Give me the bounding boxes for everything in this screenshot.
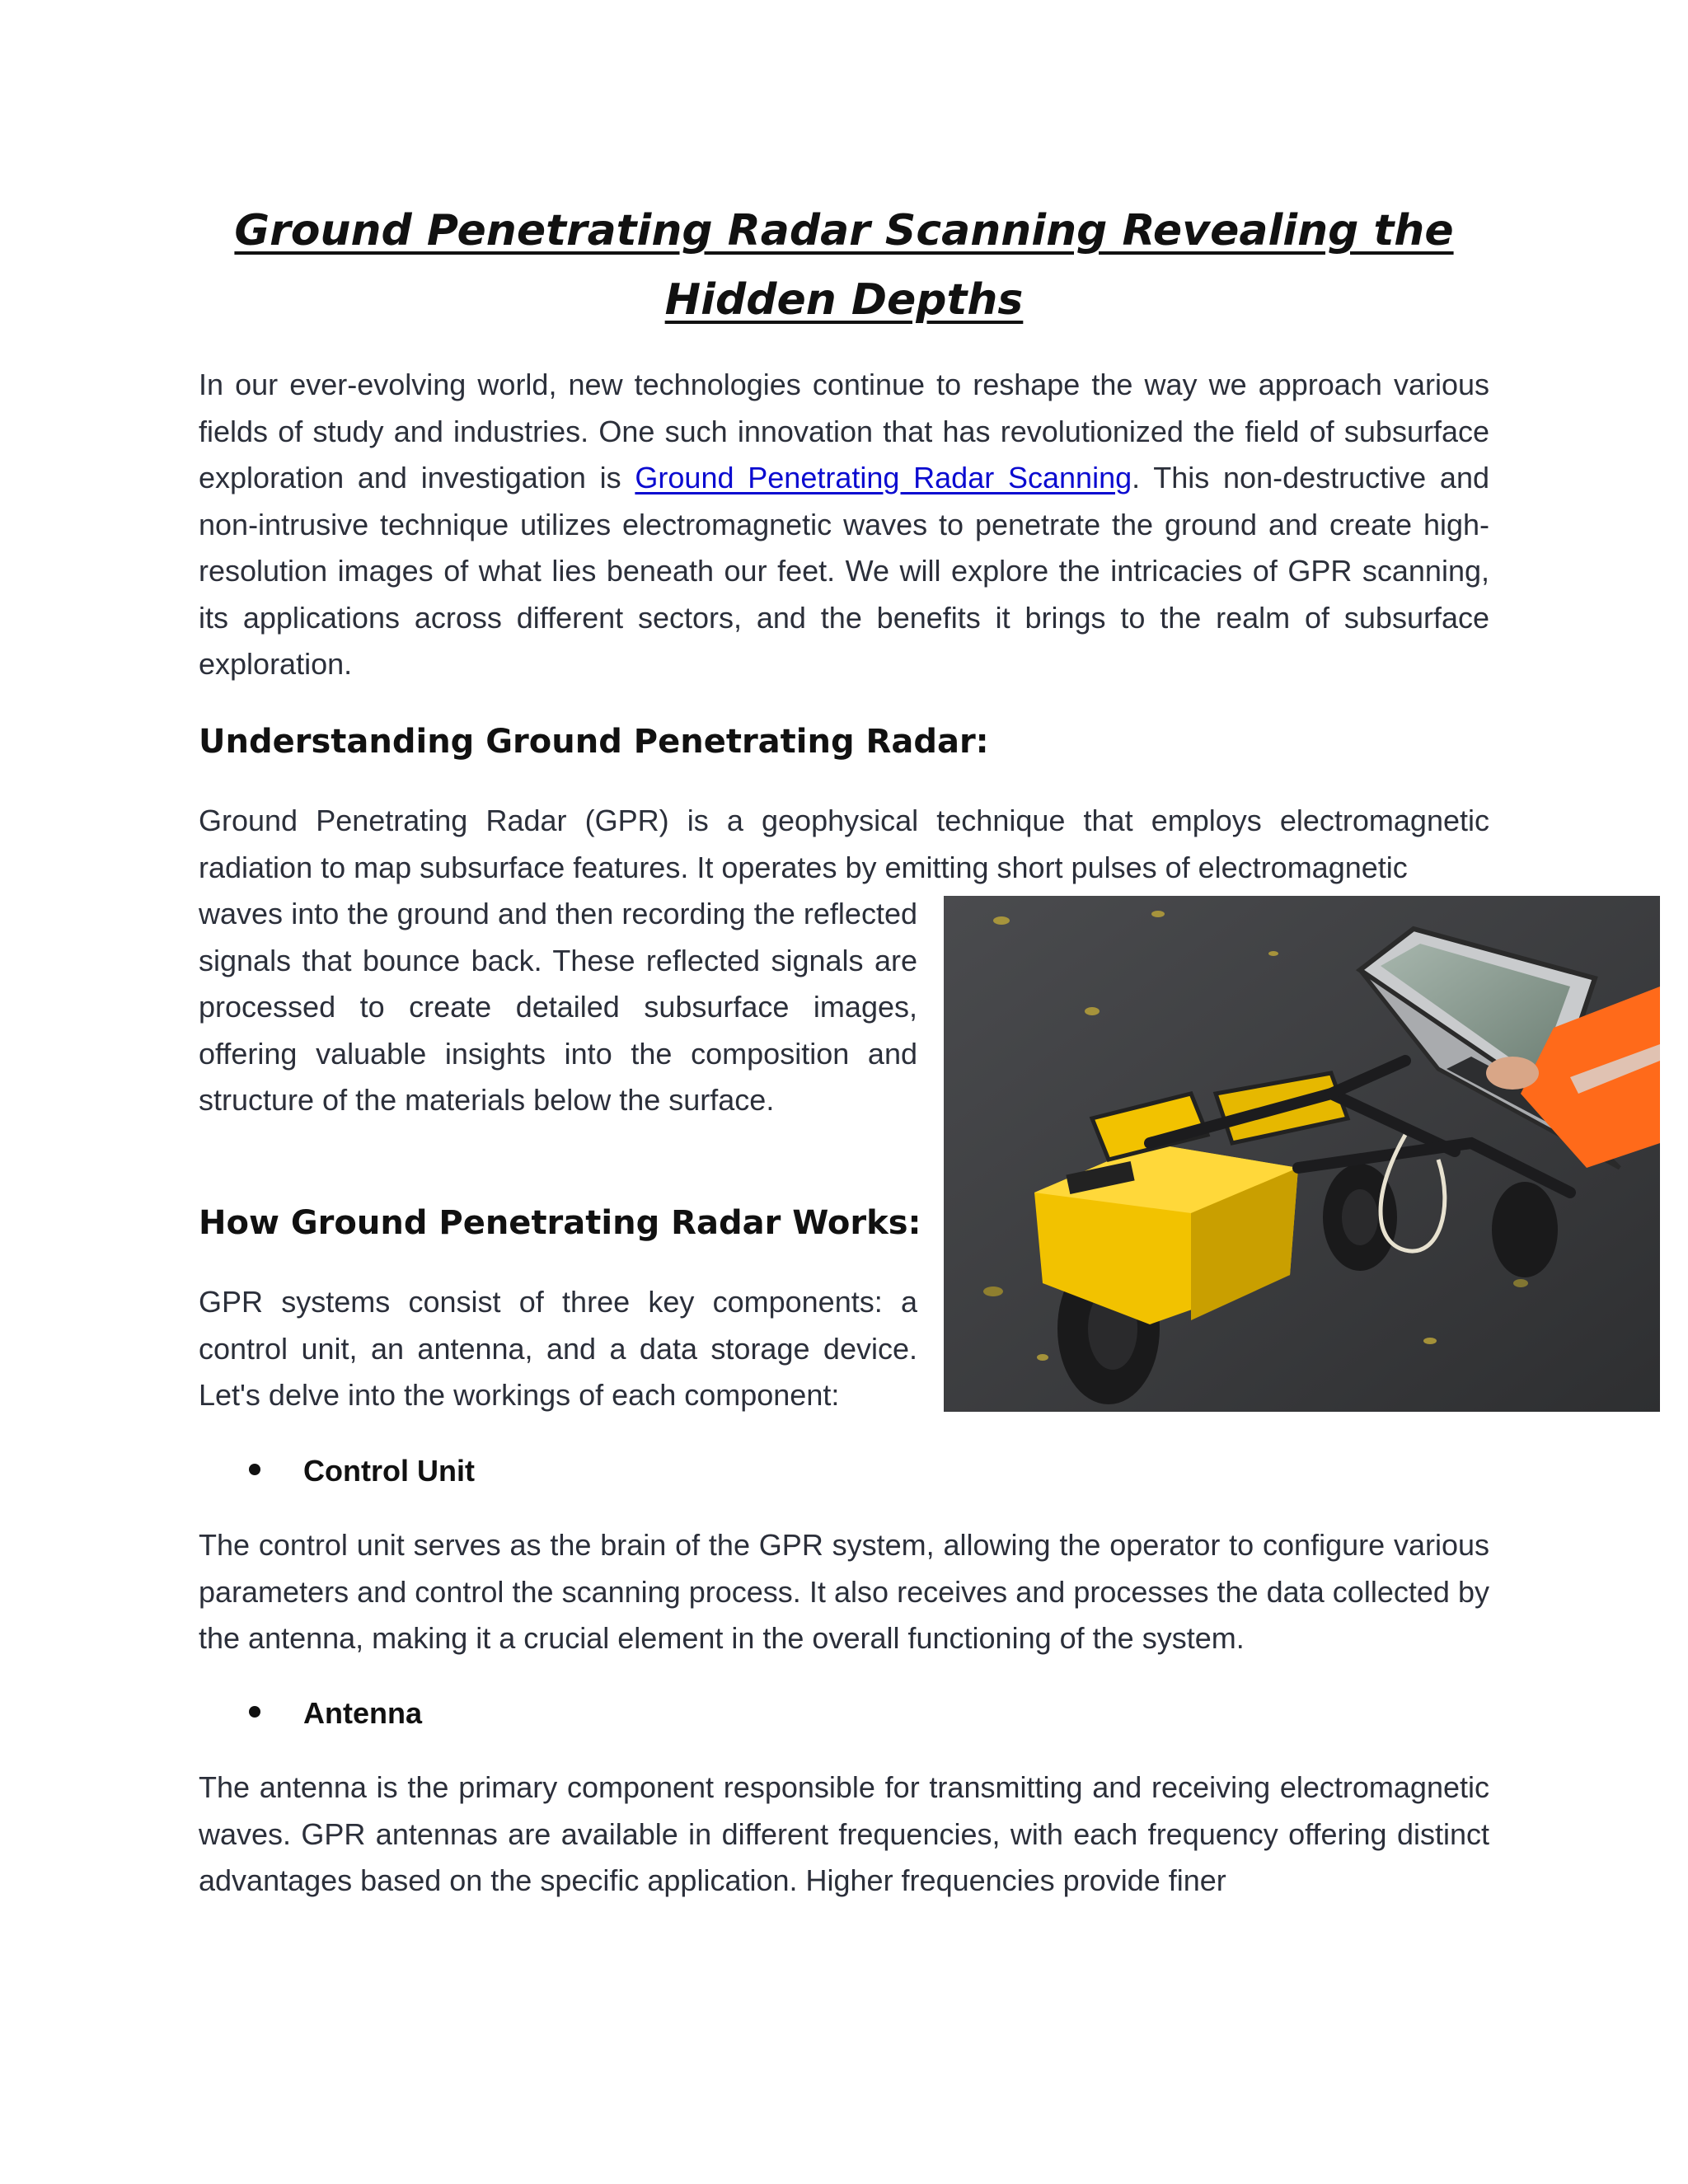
bullet-antenna [249, 1690, 422, 1736]
control-unit-paragraph: The control unit serves as the brain of the GPR system, allowing the operator to configure various parameters and control the scanning process. It also receives and processes the data collected by the antenna, making it a crucial element in the overall functioning of the system. [199, 1528, 1489, 1655]
gpr-scanning-link[interactable]: Ground Penetrating Radar Scanning [635, 461, 1132, 494]
section1-paragraph-full: Ground Penetrating Radar (GPR) is a geophysical technique that employs electromagnetic radiation to map subsurface features. It operates by emitting short pulses of electromagnetic [199, 804, 1489, 884]
intro-paragraph [199, 362, 1489, 688]
bullet-control-unit [249, 1448, 475, 1494]
section-heading-understanding: Understanding Ground Penetrating Radar: [199, 723, 989, 761]
intro-text-before-link: In our ever-evolving world, new technologies continue to reshape the way we approach various fields of study and industries. One such innovation that has revolutionized the field of subsurface exploration and investigation is [199, 368, 1489, 494]
bullet-icon [249, 1706, 260, 1718]
antenna-paragraph: The antenna is the primary component responsible for transmitting and receiving electromagnetic waves. GPR antennas are available in different frequencies, with each frequency offering distinct advantages based on the specific application. Higher frequencies provide finer [199, 1770, 1489, 1897]
intro-text-after-link: . This non-destructive and non-intrusive technique utilizes electromagnetic waves to penetrate the ground and create high-resolution images of what lies beneath our feet. We will explore the intricacies of GPR scanning, its applications across different sectors, and the benefits it brings to the realm of subsurface exploration. [199, 461, 1489, 681]
section1-paragraph-wrapped: waves into the ground and then recording the reflected signals that bounce back. These reflected signals are processed to create detailed subsurface images, offering valuable insights into the composition and structure of the materials below the surface. [199, 897, 917, 1117]
bullet-icon [249, 1464, 260, 1475]
bullet-label: Antenna [303, 1696, 422, 1730]
section-heading-how-it-works: How Ground Penetrating Radar Works: [199, 1204, 921, 1242]
section2-paragraph: GPR systems consist of three key components: a control unit, an antenna, and a data storage device. Let's delve into the workings of each component: [199, 1285, 917, 1412]
bullet-label: Control Unit [303, 1454, 475, 1488]
gpr-equipment-photo [944, 896, 1660, 1412]
gpr-cart-illustration [944, 896, 1660, 1412]
page-title: Ground Penetrating Radar Scanning Revealing the Hidden Depths [234, 206, 1454, 325]
